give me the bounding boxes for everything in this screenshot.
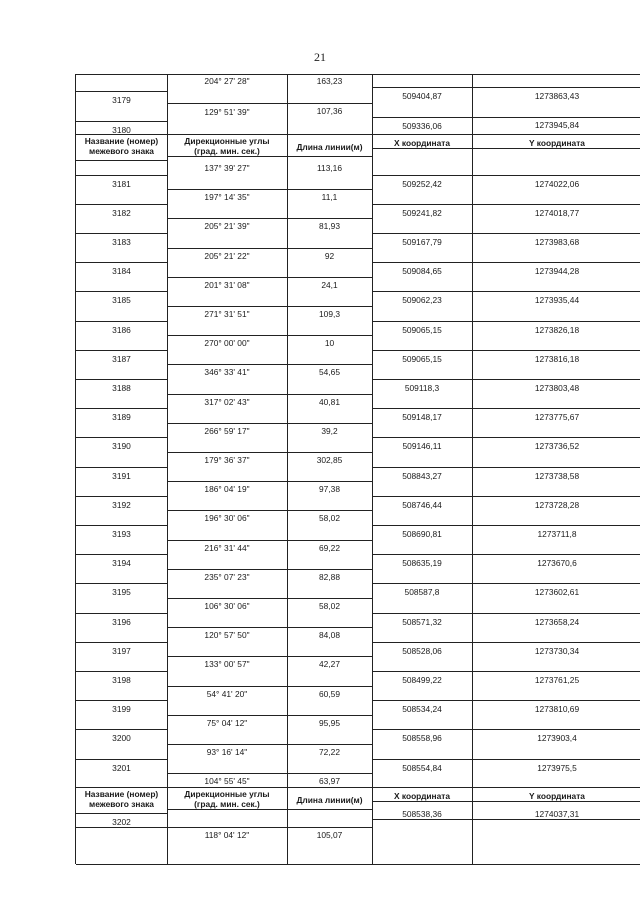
y-coordinate: 1273826,18 [534,324,580,335]
x-coordinate: 508528,06 [402,645,442,656]
row-divider [167,218,287,219]
row-divider [287,627,372,628]
row-divider [372,175,472,176]
row-divider [167,306,287,307]
row-divider [287,481,372,482]
row-divider [76,554,167,555]
line-length: 40,81 [319,396,340,407]
row-divider [167,540,287,541]
line-length: 82,88 [319,571,340,582]
row-divider [287,277,372,278]
row-divider [76,175,167,176]
row-divider [372,496,472,497]
direction-angle: 197° 14' 35" [204,192,250,203]
row-divider [76,642,167,643]
row-divider [167,656,287,657]
x-coordinate: 509404,87 [402,91,442,101]
line-length: 69,22 [319,542,340,553]
y-coordinate: 1273738,58 [534,470,580,481]
y-coordinate: 1273816,18 [534,353,580,364]
x-coordinate: 508499,22 [402,675,442,685]
row-divider [287,864,372,865]
row-divider [76,379,167,380]
direction-angle: 317° 02' 43" [204,396,250,407]
direction-angle: 93° 16' 14" [206,747,248,757]
row-divider [372,437,472,438]
row-divider [167,787,287,788]
row-divider [287,540,372,541]
row-divider [167,864,287,865]
line-length: 109,3 [319,309,340,319]
line-length: 72,22 [319,747,340,757]
mark-name: 3196 [112,616,131,627]
row-divider [472,525,640,526]
line-length: 81,93 [319,221,340,232]
mark-name: 3184 [112,266,131,277]
y-coordinate: 1274037,31 [534,809,580,820]
row-divider [287,134,372,135]
line-length: 54,65 [319,367,340,378]
y-coordinate: 1273728,28 [534,499,580,510]
header-length: Длина линии(м) [296,142,363,152]
row-divider [287,364,372,365]
row-divider [372,759,472,760]
row-divider [472,729,640,730]
direction-angle: 137° 39' 27" [204,163,250,173]
y-coordinate: 1273602,61 [534,587,580,598]
mark-name: 3188 [112,383,131,393]
line-length: 107,36 [316,106,343,116]
direction-angle: 186° 04' 19" [204,484,250,495]
row-divider [472,819,640,820]
row-divider [472,496,640,497]
row-divider [76,262,167,263]
direction-angle: 271° 31' 51" [204,309,250,319]
row-divider [472,262,640,263]
x-coordinate: 508843,27 [402,470,442,481]
header-length: Длина линии(м) [296,795,363,806]
header-x: X координата [393,138,451,148]
x-coordinate: 508554,84 [402,762,442,773]
column-divider [472,74,473,864]
mark-name: 3181 [112,178,131,189]
row-divider [287,510,372,511]
row-divider [76,787,167,788]
direction-angle: 179° 36' 37" [204,455,250,465]
row-divider [472,642,640,643]
x-coordinate: 508534,24 [402,704,442,715]
row-divider [287,569,372,570]
row-divider [76,496,167,497]
line-length: 58,02 [319,513,340,524]
row-divider [372,117,472,118]
line-length: 24,1 [321,279,338,290]
y-coordinate: 1273903,4 [537,733,577,744]
row-divider [472,437,640,438]
x-coordinate: 509118,3 [404,383,440,393]
y-coordinate: 1273935,44 [534,295,580,306]
line-length: 113,16 [317,163,342,173]
row-divider [76,759,167,760]
row-divider [167,189,287,190]
y-coordinate: 1273761,25 [534,675,580,685]
row-divider [167,134,287,135]
row-divider [372,819,472,820]
mark-name: 3200 [112,733,131,744]
row-divider [76,729,167,730]
row-divider [472,759,640,760]
row-divider [472,204,640,205]
y-coordinate: 1273711,8 [537,529,577,539]
x-coordinate: 509148,17 [402,412,442,423]
row-divider [372,467,472,468]
row-divider [76,408,167,409]
line-length: 11,1 [321,192,338,203]
x-coordinate: 508635,19 [402,558,442,569]
x-coordinate: 509146,11 [402,441,442,452]
row-divider [287,156,372,157]
y-coordinate: 1273775,67 [534,412,580,423]
line-length: 60,59 [319,688,340,699]
direction-angle: 75° 04' 12" [206,717,248,728]
row-divider [372,787,472,788]
row-divider [372,291,472,292]
x-coordinate: 509065,15 [402,353,442,364]
row-divider [372,583,472,584]
row-divider [472,350,640,351]
row-divider [167,103,287,104]
mark-name: 3201 [112,762,131,773]
row-divider [76,291,167,292]
mark-name: 3199 [112,704,131,715]
boundary-marks-table [75,74,640,864]
x-coordinate: 509065,15 [402,324,442,335]
row-divider [372,233,472,234]
x-coordinate: 508690,81 [402,529,442,539]
row-divider [472,321,640,322]
mark-name: 3202 [112,817,131,828]
row-divider [167,364,287,365]
line-length: 105,07 [316,830,343,841]
row-divider [287,773,372,774]
row-divider [287,394,372,395]
line-length: 39,2 [321,425,338,436]
row-divider [472,613,640,614]
row-divider [167,744,287,745]
y-coordinate: 1273945,84 [534,120,580,130]
row-divider [472,787,640,788]
mark-name: 3189 [112,412,131,423]
row-divider [287,787,372,788]
mark-name: 3186 [112,324,131,335]
direction-angle: 106° 30' 06" [204,601,250,611]
row-divider [167,335,287,336]
row-divider [76,827,167,828]
row-divider [167,773,287,774]
row-divider [287,656,372,657]
row-divider [372,134,472,135]
row-divider [472,408,640,409]
header-x: X координата [393,791,451,802]
row-divider [287,452,372,453]
direction-angle: 201° 31' 08" [204,279,250,290]
mark-name: 3187 [112,353,131,364]
row-divider [287,809,372,810]
row-divider [287,248,372,249]
mark-name: 3191 [112,470,131,481]
line-length: 63,97 [319,776,340,787]
row-divider [76,613,167,614]
row-divider [472,671,640,672]
y-coordinate: 1273670,6 [537,558,577,569]
row-divider [372,321,472,322]
mark-name: 3198 [112,675,131,685]
row-divider [76,525,167,526]
row-divider [472,801,640,802]
y-coordinate: 1273975,5 [537,762,577,773]
row-divider [372,74,472,75]
row-divider [472,148,640,149]
direction-angle: 129° 51' 39" [204,107,250,117]
row-divider [287,218,372,219]
row-divider [167,277,287,278]
x-coordinate: 508571,32 [402,616,442,627]
row-divider [472,233,640,234]
header-angles: Дирекционные углы (град. мин. сек.) [184,136,270,156]
row-divider [76,700,167,701]
line-length: 97,38 [319,484,340,495]
x-coordinate: 508587,8 [404,587,440,598]
header-y: Y координата [529,791,585,802]
row-divider [76,321,167,322]
row-divider [167,627,287,628]
row-divider [76,160,167,161]
mark-name: 3183 [112,237,131,247]
direction-angle: 118° 04' 12" [204,830,250,841]
row-divider [287,103,372,104]
row-divider [372,408,472,409]
x-coordinate: 509336,06 [402,121,442,131]
x-coordinate: 508746,44 [402,499,442,510]
y-coordinate: 1273810,69 [534,704,580,715]
header-name: Название (номер) межевого знака [84,136,159,156]
row-divider [472,467,640,468]
row-divider [472,554,640,555]
header-name: Название (номер) межевого знака [84,789,159,810]
y-coordinate: 1273730,34 [534,645,580,656]
row-divider [167,481,287,482]
row-divider [372,262,472,263]
row-divider [372,525,472,526]
direction-angle: 205° 21' 39" [204,221,250,232]
y-coordinate: 1273803,48 [534,383,580,393]
row-divider [472,291,640,292]
row-divider [287,715,372,716]
direction-angle: 204° 27' 28" [204,76,250,86]
direction-angle: 346° 33' 41" [204,367,250,378]
x-coordinate: 508558,96 [402,733,442,744]
mark-name: 3195 [112,587,131,598]
y-coordinate: 1274022,06 [534,178,580,189]
mark-name: 3185 [112,295,131,306]
row-divider [372,148,472,149]
line-length: 58,02 [319,601,340,611]
header-y: Y координата [529,138,585,148]
row-divider [472,117,640,118]
x-coordinate: 509241,82 [402,207,442,218]
direction-angle: 270° 00' 00" [204,338,250,349]
page-number: 21 [314,50,326,64]
row-divider [167,569,287,570]
row-divider [167,394,287,395]
line-length: 92 [324,250,335,261]
y-coordinate: 1274018,77 [534,207,580,218]
direction-angle: 120° 57' 50" [204,630,250,641]
row-divider [287,423,372,424]
x-coordinate: 509167,79 [402,237,442,247]
row-divider [372,350,472,351]
row-divider [76,671,167,672]
mark-name: 3179 [112,95,131,105]
direction-angle: 235° 07' 23" [204,571,250,582]
row-divider [76,121,167,122]
y-coordinate: 1273863,43 [534,91,580,101]
row-divider [76,134,167,135]
mark-name: 3193 [112,529,131,539]
mark-name: 3194 [112,558,131,569]
y-coordinate: 1273658,24 [534,616,580,627]
row-divider [472,700,640,701]
row-divider [76,813,167,814]
row-divider [472,864,640,865]
direction-angle: 196° 30' 06" [204,513,250,524]
row-divider [167,452,287,453]
mark-name: 3190 [112,441,131,452]
x-coordinate: 509084,65 [402,266,442,277]
mark-name: 3180 [112,125,131,135]
row-divider [472,87,640,88]
row-divider [287,335,372,336]
x-coordinate: 509062,23 [402,295,442,306]
row-divider [167,74,287,75]
row-divider [372,864,472,865]
row-divider [287,686,372,687]
row-divider [472,134,640,135]
row-divider [372,642,472,643]
y-coordinate: 1273736,52 [534,441,580,452]
row-divider [372,87,472,88]
mark-name: 3192 [112,499,131,510]
row-divider [76,91,167,92]
row-divider [167,156,287,157]
row-divider [76,864,167,865]
row-divider [76,437,167,438]
row-divider [167,827,287,828]
row-divider [472,175,640,176]
direction-angle: 133° 00' 57" [204,659,250,670]
row-divider [372,613,472,614]
row-divider [167,248,287,249]
row-divider [167,510,287,511]
row-divider [76,350,167,351]
header-angles: Дирекционные углы (град. мин. сек.) [184,789,270,810]
row-divider [472,74,640,75]
row-divider [287,744,372,745]
y-coordinate: 1273944,28 [534,266,580,277]
x-coordinate: 509252,42 [402,178,442,189]
row-divider [372,671,472,672]
row-divider [287,74,372,75]
direction-angle: 205° 21' 22" [204,250,250,261]
row-divider [372,379,472,380]
row-divider [372,700,472,701]
row-divider [167,423,287,424]
line-length: 10 [324,338,335,349]
row-divider [76,583,167,584]
line-length: 302,85 [316,455,343,465]
row-divider [287,189,372,190]
row-divider [472,583,640,584]
row-divider [287,598,372,599]
row-divider [76,204,167,205]
row-divider [287,306,372,307]
y-coordinate: 1273983,68 [534,237,580,247]
row-divider [167,715,287,716]
x-coordinate: 508538,36 [402,809,442,820]
direction-angle: 266° 59' 17" [204,425,250,436]
line-length: 84,08 [319,630,340,641]
row-divider [472,379,640,380]
row-divider [76,74,167,75]
mark-name: 3182 [112,207,131,218]
row-divider [167,598,287,599]
line-length: 42,27 [319,659,340,670]
mark-name: 3197 [112,645,131,656]
direction-angle: 216° 31' 44" [204,542,250,553]
direction-angle: 54° 41' 20" [206,688,248,699]
row-divider [76,233,167,234]
row-divider [372,801,472,802]
row-divider [372,729,472,730]
direction-angle: 104° 55' 45" [204,776,250,787]
line-length: 163,23 [316,76,343,86]
row-divider [372,204,472,205]
row-divider [76,467,167,468]
row-divider [167,809,287,810]
column-divider [372,74,373,864]
row-divider [167,686,287,687]
row-divider [372,554,472,555]
line-length: 95,95 [319,717,340,728]
row-divider [287,827,372,828]
